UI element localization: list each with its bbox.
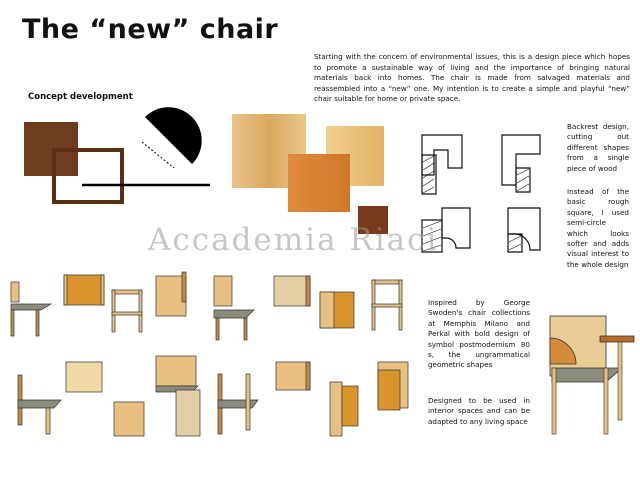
- chair-leg-back: [618, 342, 622, 420]
- chair-thumb-12: [156, 356, 200, 436]
- chair-thumb-11: [114, 402, 144, 436]
- chair-thumb-16: [378, 362, 408, 410]
- chair-thumb-14: [276, 362, 310, 390]
- watermark: Accademia Riaci: [148, 222, 439, 258]
- orange-wood-swatch: [288, 154, 350, 212]
- backrest-note: Backrest design, cutting out different shapes from a single piece of wood: [567, 122, 629, 173]
- black-semicircle: [145, 107, 202, 164]
- inspiration-note: Inspired by George Swoden’s chair collections at Memphis Milano and Perkal with bold design of symbol postmodernism 80 s, the ungrammatical geometric shapes: [428, 298, 530, 370]
- chair-thumb-15: [330, 382, 358, 436]
- concept-heading: Concept development: [28, 92, 133, 102]
- chair-thumb-8: [372, 280, 402, 330]
- chair-thumb-7: [320, 292, 354, 328]
- concept-composition: [24, 112, 214, 212]
- chair-thumb-9: [18, 375, 61, 434]
- chair-seat: [552, 368, 622, 382]
- dashed-diagonal: [142, 142, 174, 168]
- chair-leg-front-left: [552, 368, 556, 434]
- chair-thumb-2: [64, 275, 104, 305]
- page-title: The “new” chair: [22, 14, 279, 45]
- chair-leg-front-right: [604, 368, 608, 434]
- chair-thumb-4: [156, 272, 186, 316]
- chair-thumb-13: [218, 374, 258, 434]
- chair-thumb-5: [214, 276, 254, 340]
- chair-thumb-1: [11, 282, 51, 336]
- semicircle-note: Instead of the basic rough square, I used semi-circle which looks softer and adds visual interest to the whole design: [567, 187, 629, 269]
- final-chair-render: [540, 312, 636, 442]
- chair-thumb-10: [66, 362, 102, 392]
- chair-armrest: [600, 336, 634, 342]
- chair-thumb-3: [112, 290, 142, 332]
- intro-paragraph: Starting with the concern of environmental issues, this is a design piece which hopes to promote a sustainable way of living and the importance of bringing natural materials back into homes. The chair is made from salvaged materials and reassembled into a “new” one. My intention is to create a simple and playful “new” chair suitable for home or private space.: [314, 52, 630, 104]
- usage-note: Designed to be used in interior spaces and can be adapted to any living space: [428, 396, 530, 426]
- chair-thumb-6: [274, 276, 310, 306]
- chair-study-grid: [6, 270, 416, 440]
